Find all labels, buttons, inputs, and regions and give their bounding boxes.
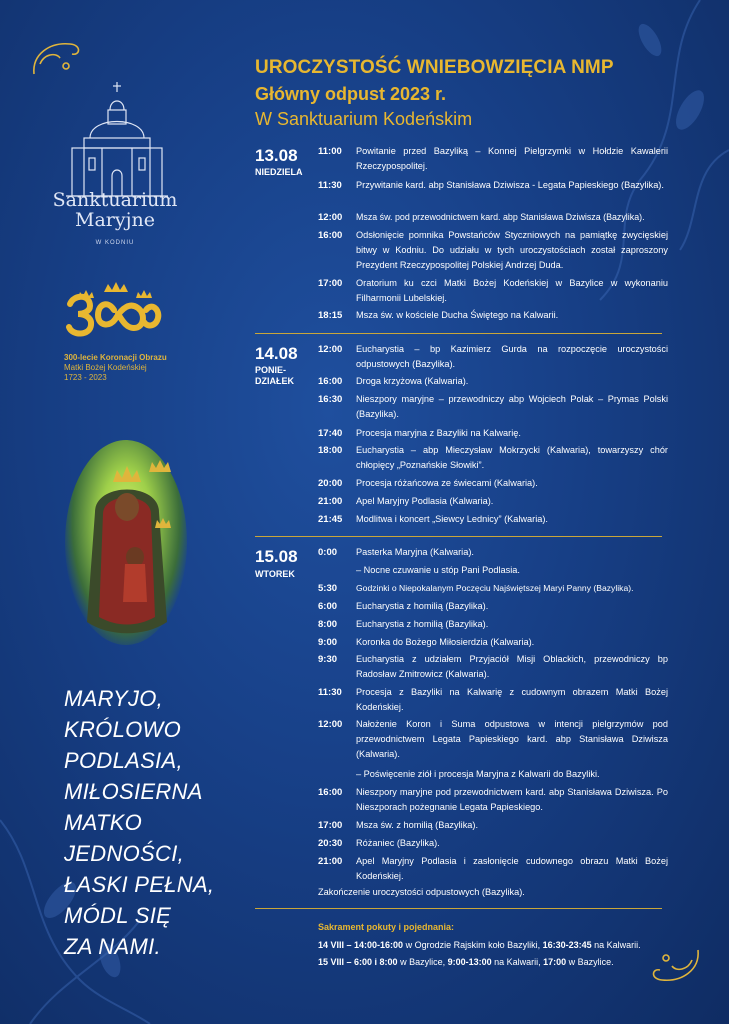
event-time: 17:00 — [318, 278, 343, 289]
event-text: Godzinki o Niepokalanym Poczęciu Najświętszej Maryi Panny (Bazylika). — [356, 583, 634, 593]
event-time: 20:30 — [318, 838, 343, 849]
event-text: Koronka do Bożego Miłosierdzia (Kalwaria). — [356, 637, 535, 647]
event-time: 20:00 — [318, 478, 343, 489]
event-time: 12:00 — [318, 719, 343, 730]
event-text: Msza św. pod przewodnictwem kard. abp Stanisława Dziwisza (Bazylika). — [356, 212, 645, 222]
event-text: Eucharystia z homilią (Bazylika). — [356, 601, 489, 611]
page-place: W Sanktuarium Kodeńskim — [255, 109, 473, 129]
event-text: Powitanie przed Bazyliką – Konnej Pielgrzymki w Hołdzie Kawalerii Rzeczypospolitej. — [356, 146, 668, 171]
event-time: 6:00 — [318, 601, 338, 612]
basilica-icon — [62, 80, 172, 200]
event-time: 16:00 — [318, 787, 343, 798]
event-text: Różaniec (Bazylika). — [356, 838, 440, 848]
event-text: Nieszpory maryjne – przewodniczy abp Wojciech Polak – Prymas Polski (Bazylika). — [356, 394, 668, 419]
prayer-line: MIŁOSIERNA — [64, 779, 203, 804]
day-date: 13.08 — [255, 146, 298, 165]
event-text: – Poświęcenie ziół i procesja Maryjna z Kalwarii do Bazyliki. — [356, 769, 600, 779]
page-title: UROCZYSTOŚĆ WNIEBOWZIĘCIA NMP — [255, 57, 614, 78]
divider — [255, 908, 662, 909]
event-time: 16:00 — [318, 376, 343, 387]
event-text: Eucharystia z udziałem Przyjaciół Misji Oblackich, przewodniczy bp Radosław Zmitrowicz (Kalwaria). — [356, 654, 668, 679]
gold-corner-ornament-bottom — [648, 945, 703, 990]
event-text: Droga krzyżowa (Kalwaria). — [356, 376, 469, 386]
event-text: Nałożenie Koron i Suma odpustowa w intencji pielgrzymów pod przewodnictwem Legata Papieskiego kard. abp Stanisława Dziwisza (Kalwaria). — [356, 719, 668, 759]
sanctuary-location: W KODNIU — [95, 240, 135, 246]
event-text: Pasterka Maryjna (Kalwaria). — [356, 547, 474, 557]
sacrament-text: na Kalwarii. — [591, 940, 641, 950]
event-time: 21:45 — [318, 514, 343, 525]
divider — [255, 333, 662, 334]
event-time: 12:00 — [318, 212, 343, 223]
prayer-line: KRÓLOWO — [64, 717, 181, 742]
event-text: Msza św. z homilią (Bazylika). — [356, 820, 479, 830]
sacrament-line-2 — [318, 957, 614, 967]
event-text: Eucharystia – bp Kazimierz Gurda na rozpoczęcie uroczystości odpustowych (Bazylika). — [356, 344, 668, 369]
day-name: WTOREK — [255, 569, 295, 579]
sacrament-time: 16:30-23:45 — [542, 940, 592, 950]
divider — [255, 536, 662, 537]
event-text: Apel Maryjny Podlasia i zasłonięcie cudownego obrazu Matki Bożej Kodeńskiej. — [356, 856, 668, 881]
anniversary-line2: Matki Bożej Kodeńskiej — [64, 363, 147, 372]
sacrament-text: w Ogrodzie Rajskim koło Bazyliki, — [403, 940, 543, 950]
anniversary-300-logo — [64, 280, 164, 340]
event-text: Procesja różańcowa ze świecami (Kalwaria). — [356, 478, 538, 488]
event-time: 5:30 — [318, 583, 338, 594]
event-time: 21:00 — [318, 496, 343, 507]
event-time: 17:00 — [318, 820, 343, 831]
event-time: 18:00 — [318, 445, 343, 456]
event-time: 18:15 — [318, 310, 343, 321]
day-date: 15.08 — [255, 547, 298, 566]
sacrament-title: Sakrament pokuty i pojednania: — [318, 922, 455, 932]
event-text: – Nocne czuwanie u stóp Pani Podlasia. — [356, 565, 520, 575]
event-time: 9:30 — [318, 654, 338, 665]
event-text: Zakończenie uroczystości odpustowych (Bazylika). — [318, 887, 525, 897]
event-time: 16:00 — [318, 230, 343, 241]
event-text: Nieszpory maryjne pod przewodnictwem kard. abp Stanisława Dziwisza. Po Nieszporach pożegnanie Legata Papieskiego. — [356, 787, 668, 812]
prayer-line: JEDNOŚCI, — [64, 841, 185, 866]
sacrament-text: w Bazylice. — [566, 957, 614, 967]
day-name: NIEDZIELA — [255, 167, 303, 177]
prayer-line: MÓDL SIĘ — [64, 903, 172, 928]
event-text: Eucharystia – abp Mieczysław Mokrzycki (Kalwaria), towarzyszy chór chłopięcy „Poznańskie Słowiki”. — [356, 445, 668, 470]
anniversary-years: 1723 - 2023 — [64, 373, 107, 382]
page-subtitle: Główny odpust 2023 r. — [255, 84, 447, 104]
event-time: 11:00 — [318, 146, 342, 157]
event-text: Modlitwa i koncert „Siewcy Lednicy” (Kalwaria). — [356, 514, 548, 524]
event-time: 0:00 — [318, 547, 338, 558]
prayer-line: ŁASKI PEŁNA, — [64, 872, 215, 897]
event-text: Eucharystia z homilią (Bazylika). — [356, 619, 489, 629]
event-text: Przywitanie kard. abp Stanisława Dziwisza - Legata Papieskiego (Bazylika). — [356, 180, 664, 190]
prayer-line: PODLASIA, — [64, 748, 183, 773]
sacrament-date: 15 VIII – 6:00 i 8:00 — [318, 957, 398, 967]
sacrament-time: 17:00 — [543, 957, 567, 967]
event-text: Procesja z Bazyliki na Kalwarię z cudownym obrazem Matki Bożej Kodeńskiej. — [356, 687, 668, 712]
sacrament-time: 9:00-13:00 — [447, 957, 492, 967]
event-time: 9:00 — [318, 637, 338, 648]
anniversary-caption — [64, 353, 204, 383]
sanctuary-name-line2: Maryjne — [75, 209, 155, 231]
sanctuary-name — [30, 190, 200, 230]
sacrament-date: 14 VIII – 14:00-16:00 — [318, 940, 404, 950]
gold-corner-ornament-top — [30, 34, 85, 79]
event-time: 8:00 — [318, 619, 338, 630]
prayer-text — [64, 683, 244, 962]
sacrament-text: w Bazylice, — [397, 957, 448, 967]
sacrament-line-1 — [318, 940, 641, 950]
event-time: 16:30 — [318, 394, 343, 405]
sacrament-text: na Kalwarii, — [491, 957, 544, 967]
event-time: 11:30 — [318, 180, 342, 191]
event-text: Msza św. w kościele Ducha Świętego na Kalwarii. — [356, 310, 559, 320]
event-time: 17:40 — [318, 428, 343, 439]
event-text: Procesja maryjna z Bazyliki na Kalwarię. — [356, 428, 521, 438]
sanctuary-name-line1: Sanktuarium — [52, 189, 178, 211]
prayer-line: MATKO — [64, 810, 143, 835]
madonna-painting — [75, 452, 179, 642]
event-time: 12:00 — [318, 344, 343, 355]
day-name: PONIE- DZIAŁEK — [255, 365, 294, 386]
event-time: 11:30 — [318, 687, 342, 698]
event-text: Oratorium ku czci Matki Bożej Kodeńskiej w Bazylice w wykonaniu Filharmonii Lubelskiej. — [356, 278, 668, 303]
event-text: Apel Maryjny Podlasia (Kalwaria). — [356, 496, 494, 506]
day-date: 14.08 — [255, 344, 298, 363]
event-text: Odsłonięcie pomnika Powstańców Styczniowych na pamiątkę zwycięskiej bitwy w Kodniu. Do udziału w tych uroczystościach został zaproszony Prezydent Rzeczypospolitej Polskiej Andrzej Duda. — [356, 230, 668, 270]
event-time: 21:00 — [318, 856, 343, 867]
prayer-line: ZA NAMI. — [64, 934, 161, 959]
prayer-line: MARYJO, — [64, 686, 164, 711]
anniversary-line1: 300-lecie Koronacji Obrazu — [64, 353, 167, 362]
